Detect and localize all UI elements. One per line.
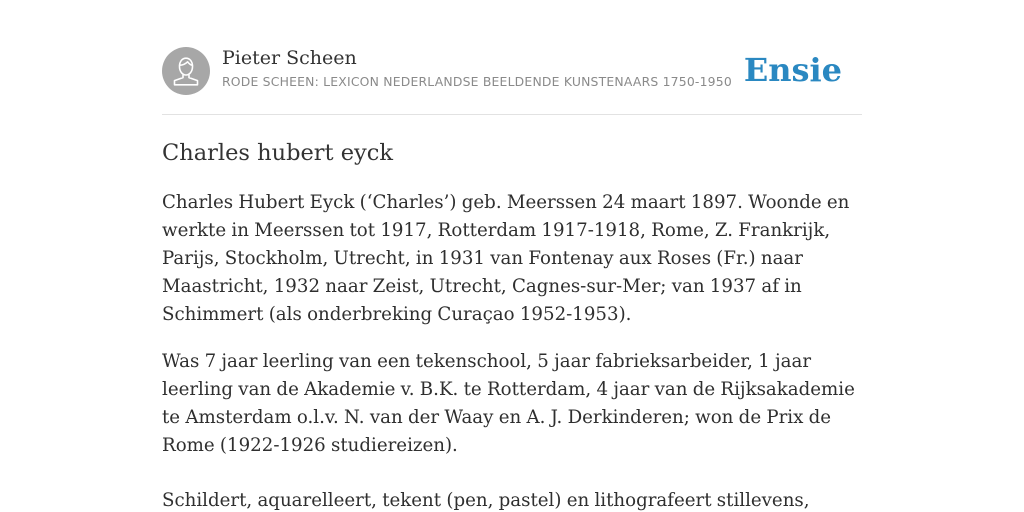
entry-content: [162, 138, 862, 512]
header: [162, 46, 862, 115]
author-avatar[interactable]: [162, 47, 210, 95]
entry-paragraph: Was 7 jaar leerling van een tekenschool, 5 jaar fabrieksarbeider, 1 jaar leerling van de Akademie v. B.K. te Rotterdam, 4 jaar van de Rijksakademie te Amsterdam o.l.v. N. van der Waay en A. J. Derkinderen; won de Prix de Rome (1922-1926 studiereizen).: [162, 351, 855, 456]
source-lexicon[interactable]: RODE SCHEEN: LEXICON NEDERLANDSE BEELDENDE KUNSTENAARS 1750-1950: [222, 74, 732, 89]
entry-paragraph: Charles Hubert Eyck (‘Charles’) geb. Meerssen 24 maart 1897. Woonde en werkte in Meerssen tot 1917, Rotterdam 1917-1918, Rome, Z. Frankrijk, Parijs, Stockholm, Utrecht, in 1931 van Fontenay aux Roses (Fr.) naar Maastricht, 1932 naar Zeist, Utrecht, Cagnes-sur-Mer; van 1937 af in Schimmert (als onderbreking Curaçao 1952-1953).: [162, 192, 850, 325]
author-name[interactable]: Pieter Scheen: [222, 47, 357, 69]
entry-title: Charles hubert eyck: [162, 140, 393, 166]
entry-paragraph: Schildert, aquarelleert, tekent (pen, pastel) en lithografeert stillevens,: [162, 490, 810, 511]
ensie-logo[interactable]: Ensie: [743, 51, 842, 89]
user-silhouette-icon: [162, 47, 210, 95]
